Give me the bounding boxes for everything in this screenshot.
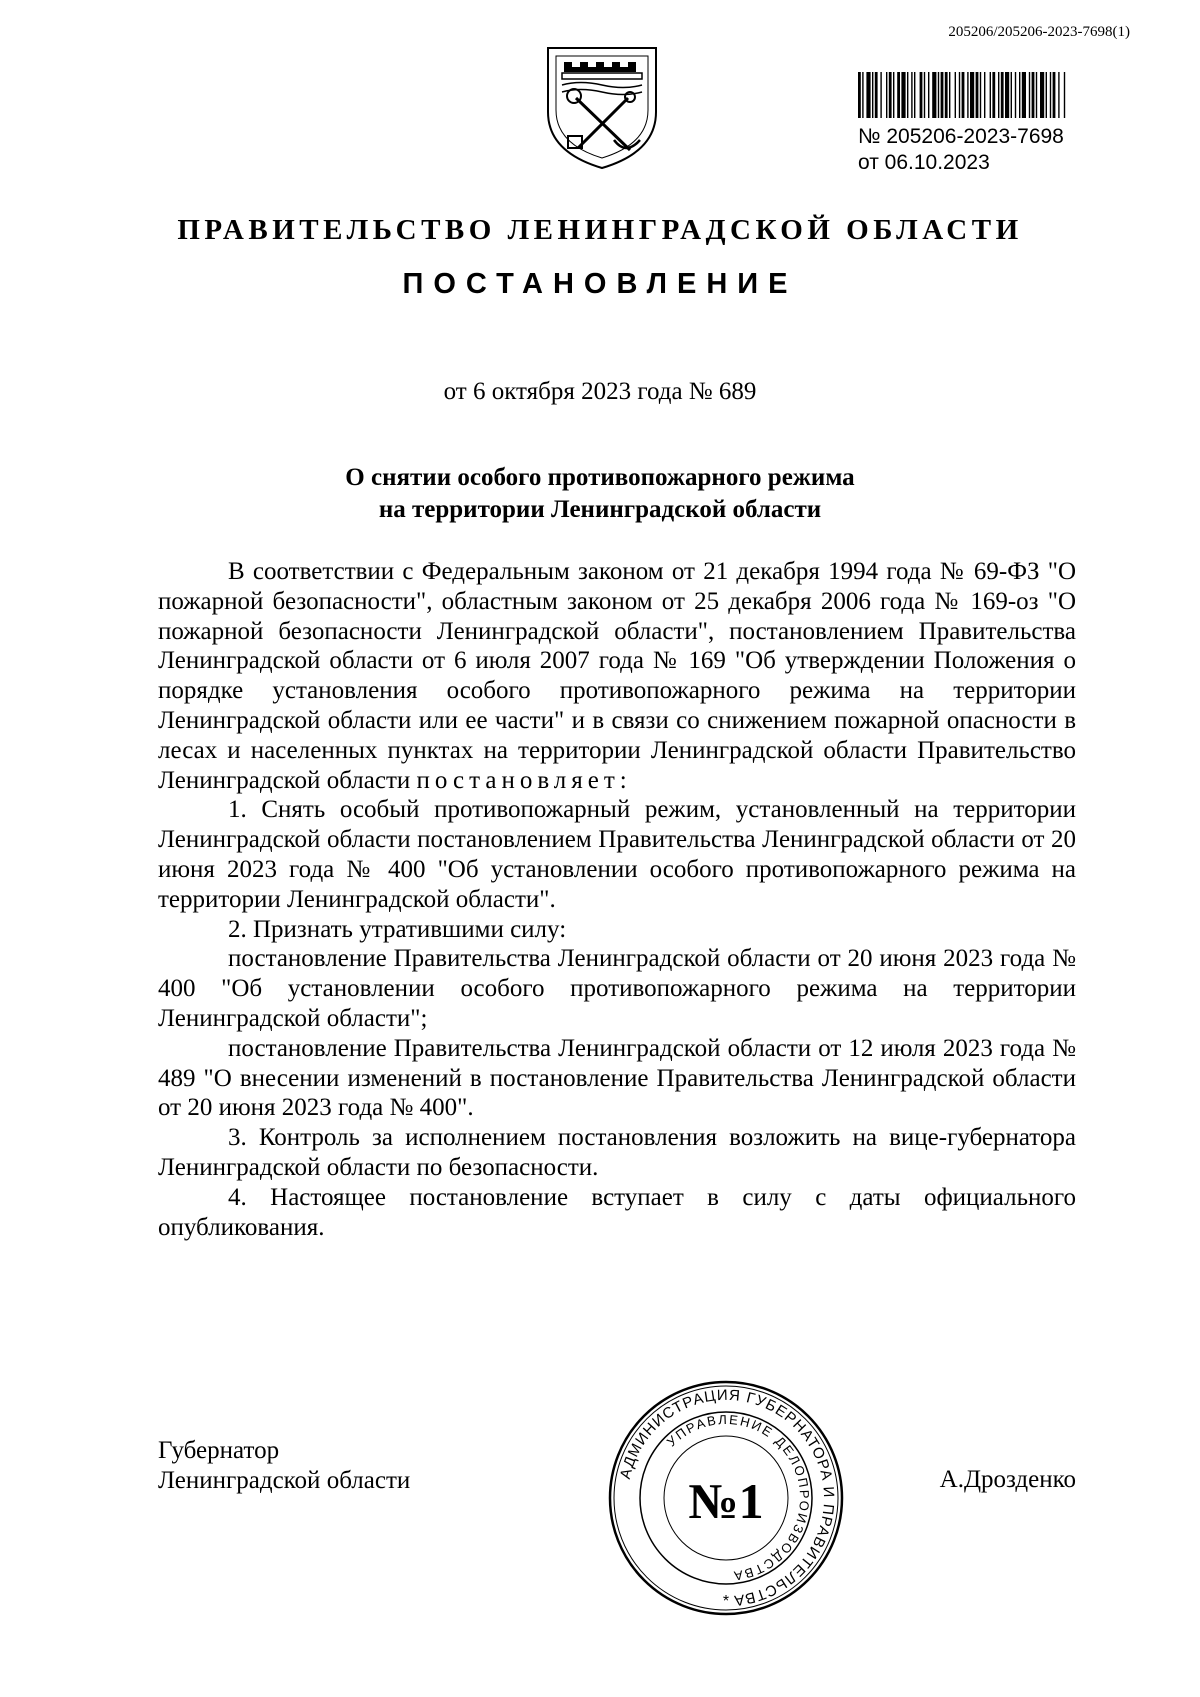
barcode-bar — [862, 72, 863, 118]
seal-outer-text: АДМИНИСТРАЦИЯ ГУБЕРНАТОРА И ПРАВИТЕЛЬСТВА — [616, 1386, 838, 1609]
barcode-bar — [955, 72, 956, 118]
barcode-bar — [1015, 72, 1016, 118]
signer-position — [158, 1436, 518, 1496]
barcode-icon — [858, 72, 1130, 118]
clause-4: 4. Настоящее постановление вступает в силу с даты официального опубликования. — [158, 1183, 1076, 1241]
barcode-bar — [1046, 72, 1047, 118]
barcode-bar — [1005, 72, 1009, 118]
barcode-bar — [1053, 72, 1056, 118]
document-kind: ПОСТАНОВЛЕНИЕ — [402, 268, 798, 300]
seal-star: * — [722, 1593, 730, 1610]
barcode-bar — [976, 72, 979, 118]
barcode-bar — [1019, 72, 1020, 118]
barcode-bar — [928, 72, 929, 118]
barcode-bar — [920, 72, 923, 118]
barcode-bar — [886, 72, 887, 118]
barcode-bar — [858, 72, 861, 118]
barcode-bar — [938, 72, 939, 118]
barcode-bar — [967, 72, 968, 118]
preamble-text: В соответствии с Федеральным законом от 21 декабря 1994 года № 69-ФЗ "О пожарной безопасности", областным законом от 25 декабря 2006 года № 169-оз "О пожарной безопасности Ленинградской области", постановлением Правительства Ленинградской области от 6 июля 2007 года № 169 "Об утверждении Положения о порядке установления особого противопожарного режима на территории Ленинградской области или ее части" и в связи со снижением пожарной опасности в лесах и населенных пунктах на территории Ленинградской области Правительство Ленинградской области — [158, 558, 1076, 794]
barcode-bar — [889, 72, 892, 118]
signer-position-line-1: Губернатор — [158, 1437, 280, 1464]
barcode-bar — [880, 72, 881, 118]
barcode-bar — [897, 72, 900, 118]
barcode-bar — [945, 72, 948, 118]
barcode-bar — [914, 72, 915, 118]
barcode-bar — [962, 72, 965, 118]
organization-name: ПРАВИТЕЛЬСТВО ЛЕНИНГРАДСКОЙ ОБЛАСТИ — [177, 214, 1023, 246]
document-body — [158, 557, 1076, 1242]
barcode-bar — [992, 72, 995, 118]
seal-inner-text: УПРАВЛЕНИЕ ДЕЛОПРОИЗВОДСТВА — [663, 1411, 813, 1584]
barcode-bar — [959, 72, 960, 118]
barcode-bar — [1032, 72, 1035, 118]
barcode-bar — [924, 72, 925, 118]
registration-number: № 205206-2023-7698 — [858, 125, 1064, 148]
barcode-bar — [970, 72, 974, 118]
barcode-bar — [872, 72, 873, 118]
official-round-seal-icon — [606, 1378, 846, 1618]
document-reference-number: 205206/205206-2023-7698(1) — [948, 24, 1130, 40]
barcode-bar — [875, 72, 878, 118]
clause-2: 2. Признать утратившими силу: — [228, 915, 567, 943]
clause-1: 1. Снять особый противопожарный режим, установленный на территории Ленинградской области постановлением Правительства Ленинградской области от 20 июня 2023 года № 400 "Об установлении особого противопожарного режима на территории Ленинградской области". — [158, 796, 1076, 913]
barcode-bar — [1036, 72, 1037, 118]
barcode-bar — [911, 72, 912, 118]
barcode-bar — [907, 72, 908, 118]
clause-3: 3. Контроль за исполнением постановления возложить на вице-губернатора Ленинградской области по безопасности. — [158, 1124, 1076, 1181]
barcode-bar — [1064, 72, 1065, 118]
clause-2-sub-1: постановление Правительства Ленинградской области от 20 июня 2023 года № 400 "Об установлении особого противопожарного режима на территории Ленинградской области"; — [158, 945, 1076, 1032]
barcode-bar — [893, 72, 894, 118]
barcode-bar — [984, 72, 985, 118]
barcode-bar — [1040, 72, 1044, 118]
barcode-bar — [932, 72, 936, 118]
barcode-bar — [866, 72, 870, 118]
signer-position-line-2: Ленинградской области — [158, 1467, 411, 1494]
registration-date: от 06.10.2023 — [858, 151, 990, 174]
barcode-bar — [990, 72, 991, 118]
resolves-word: постановляет: — [416, 766, 632, 794]
barcode-bar — [980, 72, 981, 118]
barcode-bar — [1029, 72, 1030, 118]
barcode-bar — [941, 72, 944, 118]
barcode-bar — [998, 72, 999, 118]
registration-block — [858, 124, 1158, 176]
barcode-bar — [1058, 72, 1059, 118]
barcode-bar — [901, 72, 905, 118]
document-title-line-2: на территории Ленинградской области — [378, 496, 822, 523]
barcode-bar — [1022, 72, 1026, 118]
document-title — [100, 462, 1100, 526]
seal-center-number: №1 — [688, 1473, 764, 1529]
clause-2-sub-2: постановление Правительства Ленинградской области от 12 июля 2023 года № 489 "О внесении изменений в постановление Правительства Ленинградской области от 20 июня 2023 года № 400". — [158, 1034, 1076, 1122]
barcode-bar — [1001, 72, 1004, 118]
signer-name: А.Дрозденко — [939, 1466, 1076, 1493]
leningrad-oblast-coat-of-arms-icon — [540, 40, 664, 172]
barcode-bar — [1011, 72, 1012, 118]
barcode-bar — [949, 72, 950, 118]
document-title-line-1: О снятии особого противопожарного режима — [345, 464, 855, 491]
preamble-paragraph — [158, 557, 1076, 795]
barcode-bar — [1050, 72, 1051, 118]
document-date-and-number: от 6 октября 2023 года № 689 — [443, 378, 757, 405]
